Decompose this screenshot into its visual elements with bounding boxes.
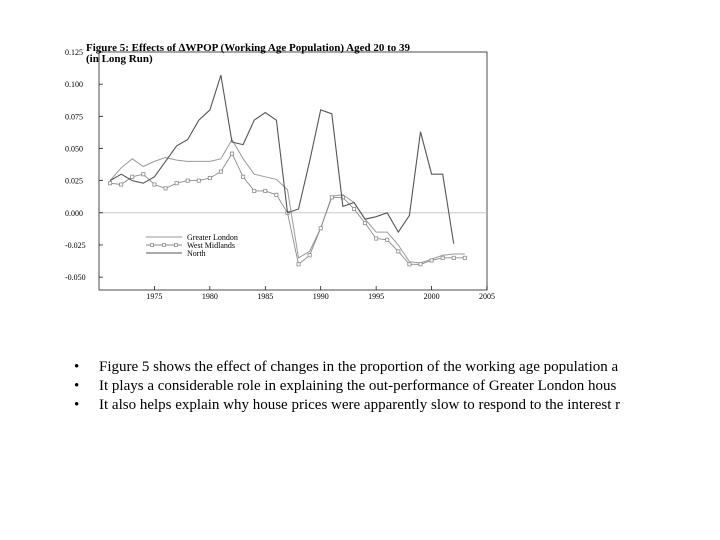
y-tick-label: -0.050: [65, 273, 86, 283]
data-point: [153, 183, 156, 186]
data-point: [441, 256, 444, 259]
data-point: [419, 263, 422, 266]
x-tick-label: 1985: [257, 292, 274, 300]
data-point: [164, 187, 167, 190]
data-point: [275, 193, 278, 196]
data-point: [397, 250, 400, 253]
data-point: [208, 176, 211, 179]
data-point: [242, 175, 245, 178]
data-point: [408, 263, 411, 266]
y-tick-label: -0.025: [65, 240, 86, 250]
data-point: [131, 175, 134, 178]
data-point: [264, 189, 267, 192]
y-tick-label: 0.050: [65, 144, 83, 154]
y-tick-label: 0.100: [65, 80, 83, 90]
x-tick-label: 2005: [479, 292, 495, 300]
y-tick-label: 0.000: [65, 208, 83, 218]
data-point: [330, 196, 333, 199]
y-tick-label: 0.125: [65, 48, 83, 57]
x-tick-label: 1980: [201, 292, 218, 300]
bullet-item-1: • Figure 5 shows the effect of changes in the proportion of the working age population a: [74, 358, 720, 377]
data-point: [142, 173, 145, 176]
data-point: [108, 182, 111, 185]
data-point: [186, 179, 189, 182]
legend-label: West Midlands: [187, 241, 236, 250]
data-point: [319, 227, 322, 230]
data-point: [297, 263, 300, 266]
data-point: [219, 170, 222, 173]
bullet-item-3: • It also helps explain why house prices were apparently slow to respond to the interest r: [74, 396, 720, 415]
y-tick-label: 0.075: [65, 112, 83, 122]
data-point: [230, 152, 233, 155]
legend-label: Greater London: [187, 233, 238, 242]
data-point: [352, 207, 355, 210]
data-point: [308, 254, 311, 257]
data-point: [120, 183, 123, 186]
x-tick-label: 1975: [146, 292, 163, 300]
x-tick-label: 1995: [368, 292, 385, 300]
data-point: [253, 189, 256, 192]
x-tick-label: 2000: [423, 292, 440, 300]
data-point: [175, 182, 178, 185]
data-point: [363, 222, 366, 225]
chart-subtitle: (in Long Run): [86, 53, 153, 65]
legend-marker: [151, 244, 154, 247]
data-point: [386, 238, 389, 241]
data-point: [197, 179, 200, 182]
legend-marker: [175, 244, 178, 247]
bullet-list: [74, 358, 720, 415]
data-point: [452, 256, 455, 259]
bullet-item-2: • It plays a considerable role in explaining the out-performance of Greater London hous: [74, 377, 720, 396]
plot-area: [99, 52, 487, 290]
chart-title: Figure 5: Effects of ∆WPOP (Working Age Population) Aged 20 to 39: [86, 42, 410, 54]
legend-label: North: [187, 249, 206, 258]
y-tick-label: 0.025: [65, 176, 83, 186]
data-point: [463, 256, 466, 259]
legend-marker: [163, 244, 166, 247]
data-point: [430, 259, 433, 262]
data-point: [375, 237, 378, 240]
x-tick-label: 1990: [312, 292, 329, 300]
